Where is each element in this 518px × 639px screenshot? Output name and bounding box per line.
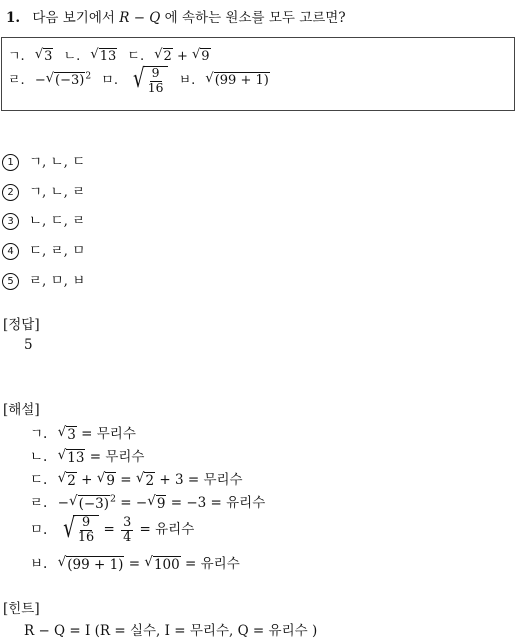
question-text-after: 에 속하는 원소를 모두 고르면? [164,10,346,26]
option-1[interactable]: 1 ㄱ, ㄴ, ㄷ [2,150,85,171]
box-item-c-expr: √ 2 [154,47,172,65]
box-row-1 [8,45,211,65]
explanation-line-c: ㄷ. √ 2 + √ 9 = √ 2 + 3 = 무리수 [30,469,243,489]
box-item-c: ㄷ. √ 2 + √ 9 [127,47,210,65]
explanation-line-a: ㄱ. √ 3 = 무리수 [30,423,136,443]
answer-label: [정답] [3,317,40,333]
box-item-e-expr: √ $\frac{9}{16}$ [128,66,168,95]
option-4[interactable]: 4 ㄷ, ㄹ, ㅁ [2,239,85,260]
option-number-circle: 3 [2,213,19,230]
box-item-b-expr: √ 13 [90,47,117,65]
box-item-b: ㄴ. √ 13 [63,47,117,65]
box-item-a: ㄱ. √ 3 [8,47,53,65]
question-number: 1. [6,10,21,26]
answer-value: 5 [24,337,33,353]
option-number-circle: 2 [2,184,19,201]
box-row-2 [8,66,270,95]
question-expression: R − Q [119,10,161,26]
question-text-before: 다음 보기에서 [32,10,115,26]
explanation-label: [해설] [3,402,40,418]
box-item-f: ㅂ. √ (99 + 1) [178,71,269,89]
explanation-line-b: ㄴ. √ 13 = 무리수 [30,446,145,466]
explanation-line-f: ㅂ. √ (99 + 1) = √ 100 = 유리수 [30,553,240,573]
question [6,6,346,26]
box-item-d-expr: − √ (−3) $^2$ [34,71,92,89]
box-item-a-expr: √ 3 [34,47,53,65]
hint-label: [힌트] [3,601,40,617]
box-item-f-expr: √ (99 + 1) [205,71,269,89]
option-2[interactable]: 2 ㄱ, ㄴ, ㄹ [2,180,85,201]
explanation-line-e: ㅁ. √ $\frac{9}{16}$ = $\frac{3}{4}$ = 유리수 [30,513,195,546]
box-item-e: ㅁ. √ $\frac{9}{16}$ [101,73,172,88]
option-3[interactable]: 3 ㄴ, ㄷ, ㄹ [2,209,85,230]
hint-text: R − Q = I (R = 실수, I = 무리수, Q = 유리수 ) [24,623,318,639]
option-number-circle: 5 [2,273,19,290]
option-5[interactable]: 5 ㄹ, ㅁ, ㅂ [2,269,85,290]
box-item-d: ㄹ. − √ (−3) $^2$ [8,71,92,89]
option-number-circle: 4 [2,243,19,260]
option-number-circle: 1 [2,154,19,171]
explanation-line-d: ㄹ. − √ (−3) $^2$ = − √ 9 = −3 = 유리수 [30,492,266,512]
